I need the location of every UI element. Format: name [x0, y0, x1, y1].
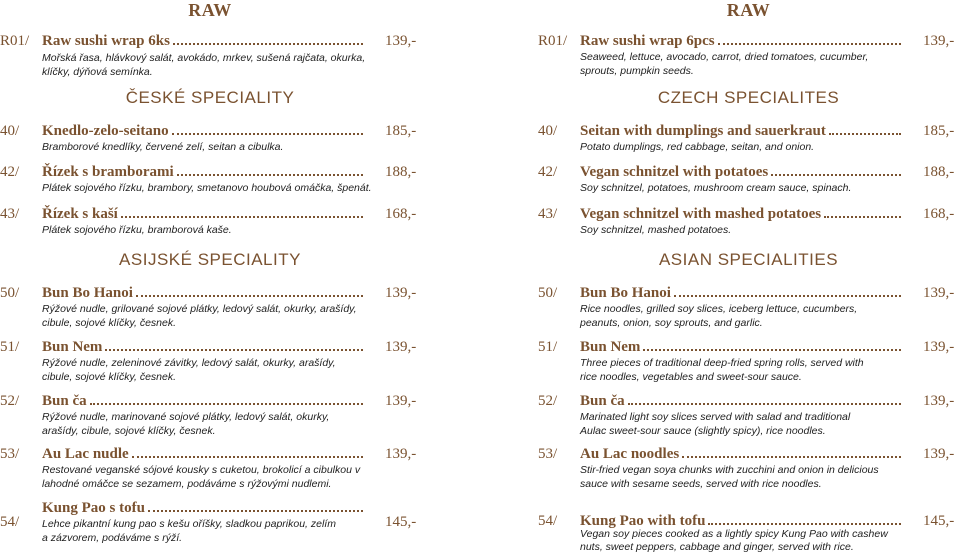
item-number: 51/	[0, 339, 20, 355]
item-description: Bramborové knedlíky, červené zelí, seitan a cibulka.	[42, 141, 284, 153]
item-name: Vegan schnitzel with mashed potatoes	[580, 206, 822, 222]
item-price: 139,-	[923, 393, 955, 409]
item-name: Bun Bo Hanoi	[580, 285, 671, 301]
item-price: 188,-	[385, 164, 417, 180]
item-description: Soy schnitzel, potatoes, mushroom cream sauce, spinach.	[580, 182, 852, 194]
dot-leader	[173, 43, 363, 45]
dot-leader	[90, 403, 363, 405]
item-number: 43/	[538, 206, 558, 222]
item-price: 168,-	[923, 206, 955, 222]
item-number: R01/	[0, 33, 30, 49]
section-title-asian: ASIAN SPECIALITIES	[658, 250, 839, 269]
dot-leader	[771, 174, 901, 176]
section-title-czech: CZECH SPECIALITES	[657, 88, 840, 107]
item-name: Bun Nem	[580, 339, 641, 355]
item-description: Stir-fried vegan soya chunks with zucchini and onion in delicious sauce with sesame seeds, served with rice noodles.	[580, 464, 879, 490]
item-price: 139,-	[923, 33, 955, 49]
dot-leader	[643, 349, 901, 351]
item-price: 168,-	[385, 206, 417, 222]
item-price: 139,-	[385, 393, 417, 409]
item-name: Řízek s bramborami	[42, 164, 174, 180]
section-title-asian: ASIJSKÉ SPECIALITY	[119, 250, 301, 269]
section-title-raw: RAW	[188, 0, 232, 20]
dot-leader	[829, 133, 901, 135]
dot-leader	[674, 295, 901, 297]
dot-leader	[628, 403, 901, 405]
item-name: Bun ča	[580, 393, 625, 409]
item-description: Rýžové nudle, zeleninové závitky, ledový salát, okurky, arašídy, cibule, sojové klíčky, česnek.	[42, 357, 336, 383]
dot-leader	[172, 133, 363, 135]
item-number: 52/	[0, 393, 20, 409]
item-number: 40/	[538, 123, 558, 139]
item-description: Plátek sojového řízku, bramborová kaše.	[42, 224, 232, 236]
dot-leader	[105, 349, 363, 351]
item-description: Soy schnitzel, mashed potatoes.	[580, 224, 732, 236]
item-description: Rice noodles, grilled soy slices, iceberg lettuce, cucumbers, peanuts, onion, soy sprouts, and garlic.	[580, 303, 858, 329]
item-number: 40/	[0, 123, 20, 139]
item-price: 139,-	[385, 339, 417, 355]
item-number: 42/	[538, 164, 558, 180]
item-price: 139,-	[385, 33, 417, 49]
item-name: Řízek s kaší	[42, 206, 118, 222]
item-name: Vegan schnitzel with potatoes	[580, 164, 769, 180]
dot-leader	[121, 216, 363, 218]
section-title-czech: ČESKÉ SPECIALITY	[125, 88, 295, 107]
dot-leader	[718, 43, 901, 45]
item-price: 139,-	[923, 446, 955, 462]
item-number: 54/	[538, 513, 558, 529]
item-number: 51/	[538, 339, 558, 355]
item-name: Bun ča	[42, 393, 87, 409]
item-description: Lehce pikantní kung pao s kešu oříšky, sladkou paprikou, zelím a zázvorem, podáváme s rýží.	[42, 518, 336, 544]
item-name: Kung Pao s tofu	[42, 500, 145, 516]
item-price: 185,-	[385, 123, 417, 139]
item-name: Au Lac nudle	[42, 446, 129, 462]
item-price: 145,-	[385, 514, 417, 530]
item-name: Knedlo-zelo-seitano	[42, 123, 169, 139]
item-number: R01/	[538, 33, 568, 49]
dot-leader	[708, 523, 901, 525]
item-number: 53/	[538, 446, 558, 462]
item-price: 139,-	[923, 339, 955, 355]
dot-leader	[177, 174, 363, 176]
dot-leader	[682, 456, 901, 458]
dot-leader	[132, 456, 363, 458]
item-description: Potato dumplings, red cabbage, seitan, and onion.	[580, 141, 815, 153]
item-description: Marinated light soy slices served with salad and traditional Aulac sweet-sour sauce (slightly spicy), rice noodles.	[580, 411, 851, 437]
item-name: Raw sushi wrap 6pcs	[580, 33, 715, 49]
item-price: 139,-	[923, 285, 955, 301]
item-number: 43/	[0, 206, 20, 222]
dot-leader	[824, 216, 901, 218]
item-price: 145,-	[923, 513, 955, 529]
item-number: 50/	[538, 285, 558, 301]
item-name: Bun Nem	[42, 339, 103, 355]
item-name: Seitan with dumplings and sauerkraut	[580, 123, 826, 139]
item-description: Rýžové nudle, grilované sojové plátky, ledový salát, okurky, arašídy, cibule, sojové klíčky, česnek.	[42, 303, 357, 329]
section-title-raw: RAW	[726, 0, 771, 20]
item-number: 42/	[0, 164, 20, 180]
item-name: Au Lac noodles	[580, 446, 680, 462]
dot-leader	[148, 510, 363, 512]
item-description: Rýžové nudle, marinované sojové plátky, ledový salát, okurky, arašídy, cibule, sojové klíčky, česnek.	[42, 411, 330, 437]
item-name: Bun Bo Hanoi	[42, 285, 133, 301]
item-price: 139,-	[385, 285, 417, 301]
item-number: 50/	[0, 285, 20, 301]
item-number: 53/	[0, 446, 20, 462]
item-price: 185,-	[923, 123, 955, 139]
item-name: Kung Pao with tofu	[580, 513, 706, 529]
item-description: Restované veganské sójové kousky s cuketou, brokolicí a cibulkou v lahodné omáčce se sezamem, podáváme s rýžovými nudlemi.	[42, 464, 361, 490]
item-price: 188,-	[923, 164, 955, 180]
item-description: Mořská řasa, hlávkový salát, avokádo, mrkev, sušená rajčata, okurka, klíčky, dýňová semínka.	[42, 52, 366, 78]
dot-leader	[136, 295, 363, 297]
item-number: 52/	[538, 393, 558, 409]
item-description: Vegan soy pieces cooked as a lightly spicy Kung Pao with cashew nuts, sweet peppers, cabbage and ginger, served with rice.	[580, 528, 888, 553]
item-description: Seaweed, lettuce, avocado, carrot, dried tomatoes, cucumber, sprouts, pumpkin seeds.	[580, 51, 869, 77]
item-description: Plátek sojového řízku, brambory, smetanovo houbová omáčka, špenát.	[42, 182, 372, 194]
item-price: 139,-	[385, 446, 417, 462]
item-name: Raw sushi wrap 6ks	[42, 33, 170, 49]
item-number: 54/	[0, 514, 20, 530]
item-description: Three pieces of traditional deep-fried spring rolls, served with rice noodles, vegetables and sweet-sour sauce.	[580, 357, 864, 383]
